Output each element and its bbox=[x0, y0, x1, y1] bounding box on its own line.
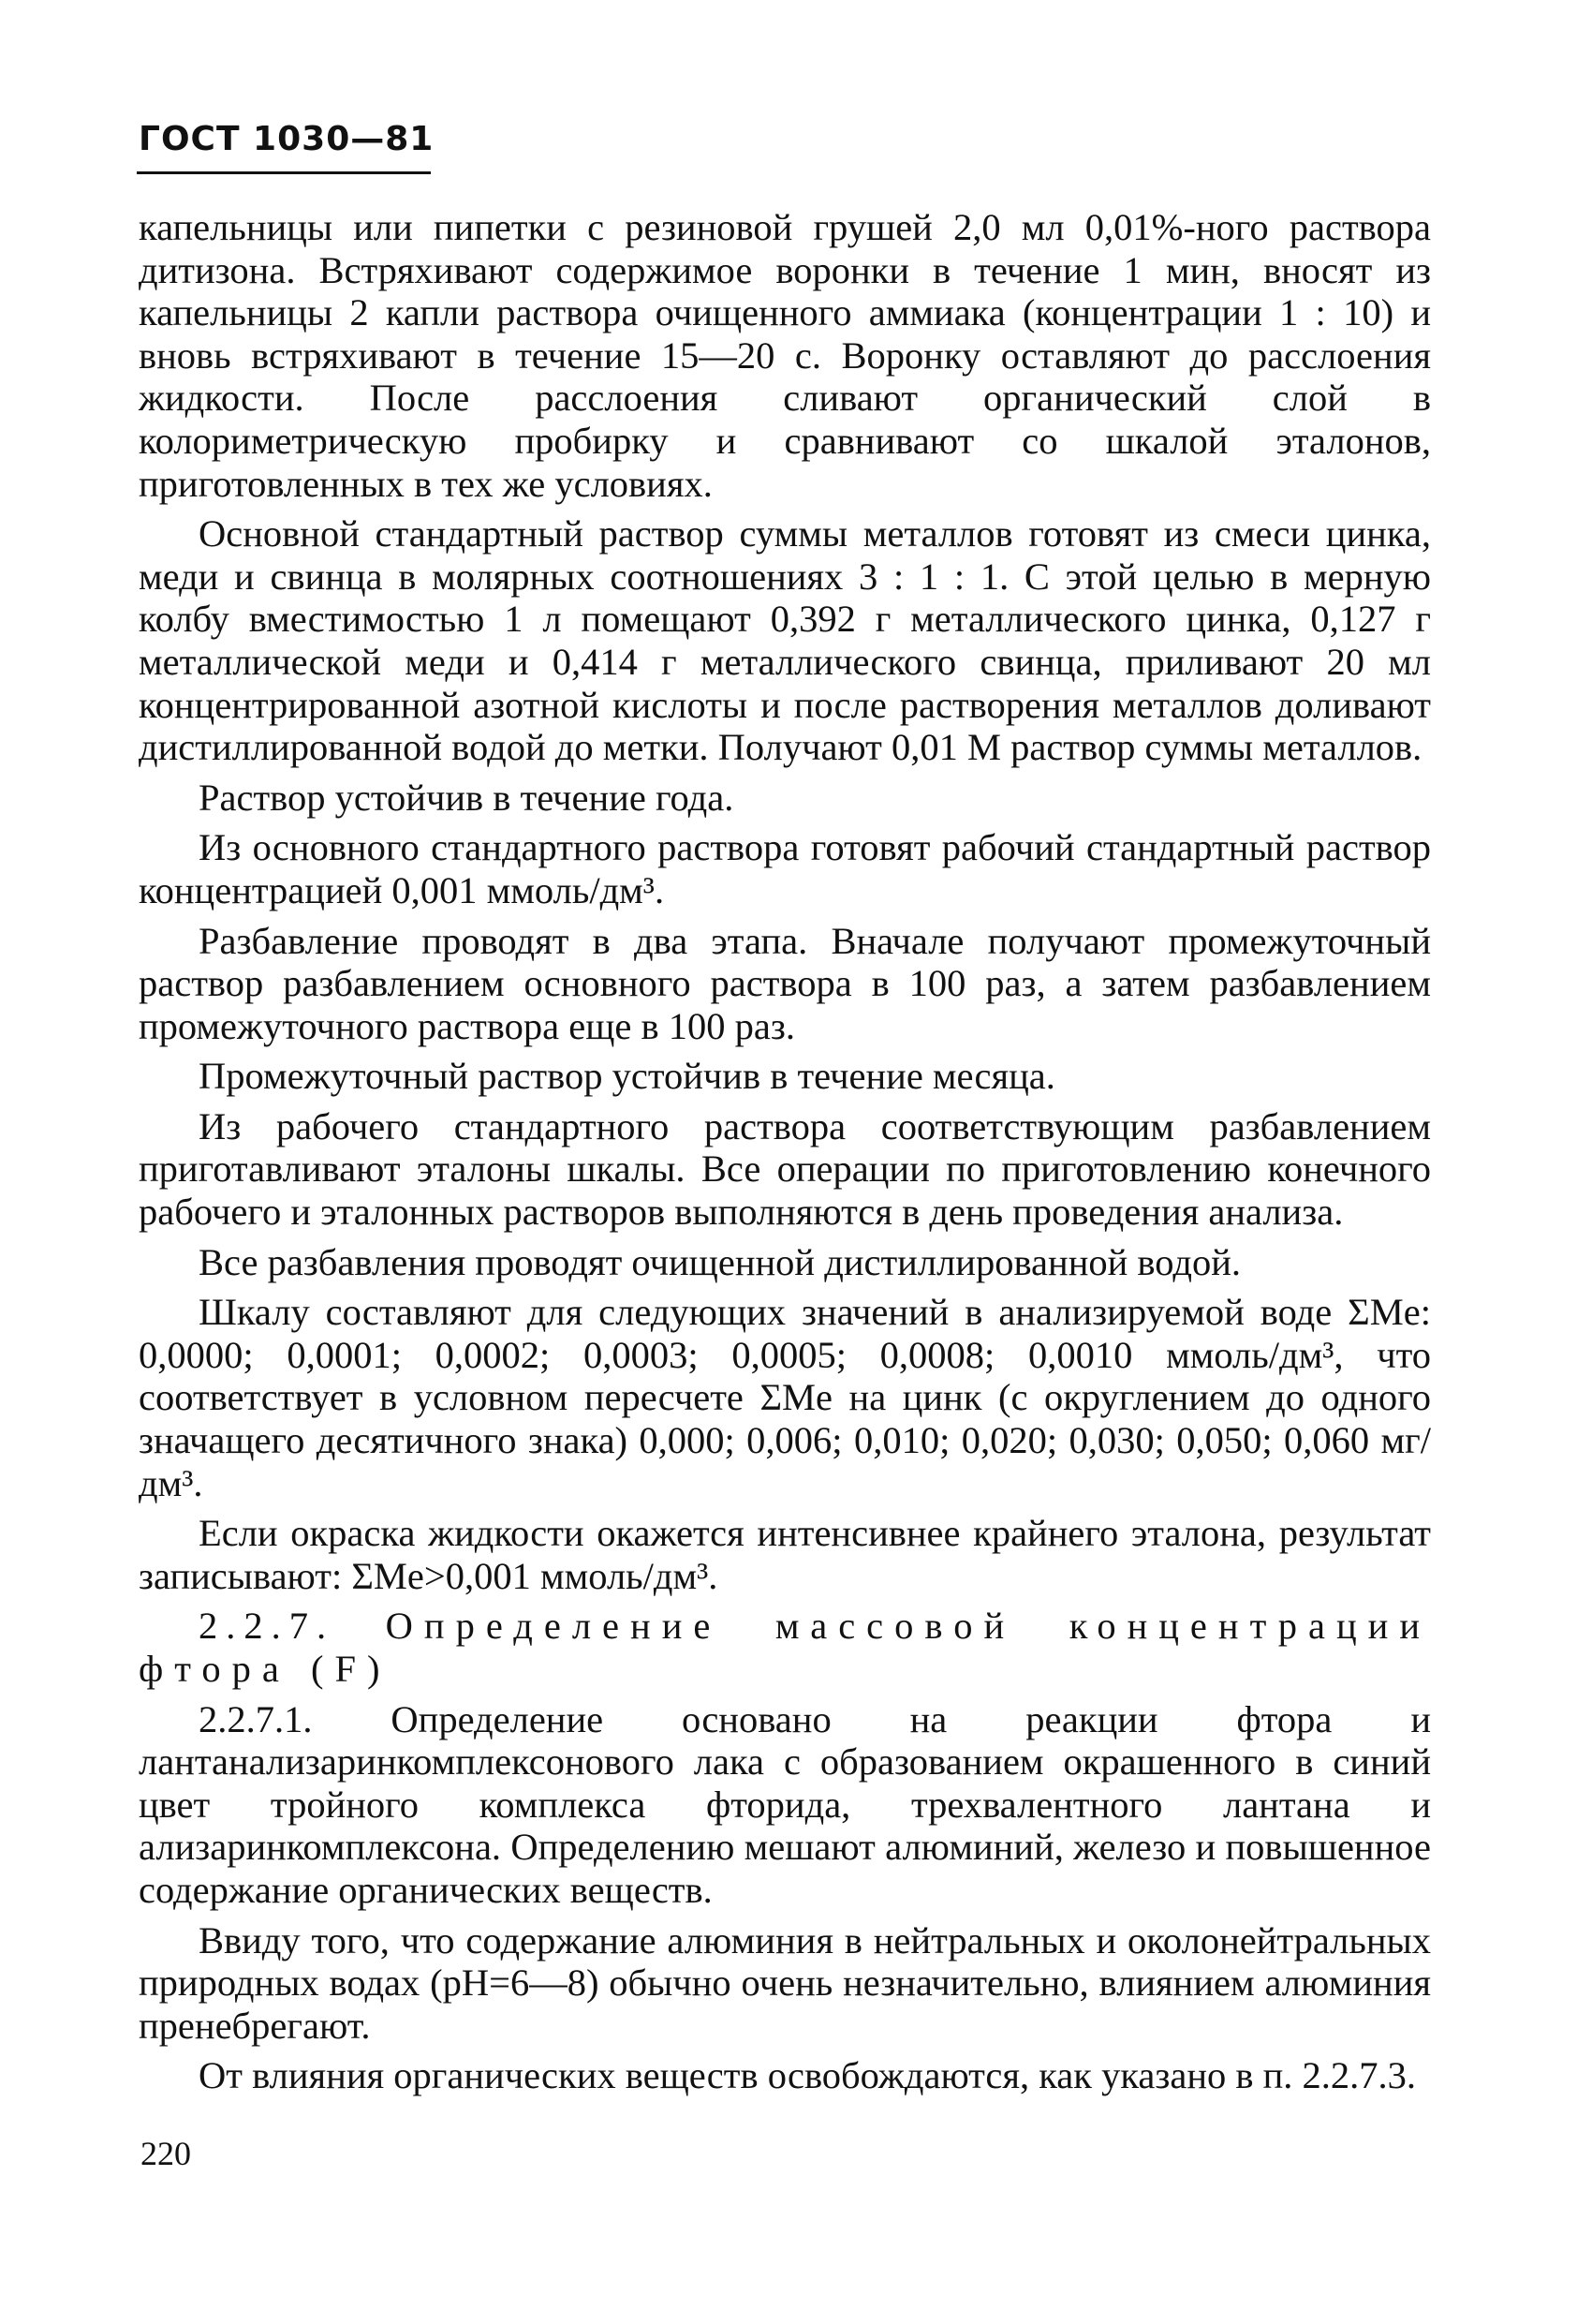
page-number: 220 bbox=[140, 2135, 191, 2172]
paragraph: Из рабочего стандартного раствора соответствующим разбавлением приготавливают эталоны шкалы. Все операции по приготовлению конечного рабочего и эталонных растворов выполняются в день проведения анализа. bbox=[139, 1104, 1431, 1234]
section-title: Определение массовой концентрации фтора (F) bbox=[139, 1605, 1432, 1690]
body-text bbox=[139, 206, 1431, 2105]
paragraph: капельницы или пипетки с резиновой грушей 2,0 мл 0,01%-ного раствора дитизона. Встряхивают содержимое воронки в течение 1 мин, вносят из капельницы 2 капли раствора очищенного аммиака (концентрации 1 : 10) и вновь встряхивают в течение 15—20 с. Воронку оставляют до расслоения жидкости. После расслоения сливают органический слой в колориметрическую пробирку и сравнивают со шкалой эталонов, приготовленных в тех же условиях. bbox=[139, 206, 1431, 505]
section-number: 2.2.7. bbox=[199, 1605, 335, 1648]
page-header: ГОСТ 1030—81 bbox=[139, 120, 435, 158]
paragraph: Основной стандартный раствор суммы металлов готовят из смеси цинка, меди и свинца в молярных соотношениях 3 : 1 : 1. С этой целью в мерную колбу вместимостью 1 л помещают 0,392 г металлического цинка, 0,127 г металлической меди и 0,414 г металлического свинца, приливают 20 мл концентрированной азотной кислоты и после растворения металлов доливают дистиллированной водой до метки. Получают 0,01 М раствор суммы металлов. bbox=[139, 512, 1431, 769]
paragraph: Промежуточный раствор устойчив в течение месяца. bbox=[199, 1055, 1055, 1098]
paragraph: 2.2.7.1. Определение основано на реакции фтора и лантанализаринкомплексонового лака с образованием окрашенного в синий цвет тройного комплекса фторида, трехвалентного лантана и ализаринкомплексона. Определению мешают алюминий, железо и повышенное содержание органических веществ. bbox=[139, 1697, 1431, 1911]
paragraph: Разбавление проводят в два этапа. Вначале получают промежуточный раствор разбавлением основного раствора в 100 раз, а затем разбавлением промежуточного раствора еще в 100 раз. bbox=[139, 919, 1431, 1047]
section-heading bbox=[139, 1605, 1431, 1690]
paragraph: Все разбавления проводят очищенной дистиллированной водой. bbox=[199, 1240, 1241, 1283]
paragraph: Раствор устойчив в течение года. bbox=[199, 776, 734, 819]
paragraph: Ввиду того, что содержание алюминия в нейтральных и околонейтральных природных водах (pH=6—8) обычно очень незначительно, влиянием алюминия пренебрегают. bbox=[139, 1918, 1431, 2047]
paragraph: Из основного стандартного раствора готовят рабочий стандартный раствор концентрацией 0,001 ммоль/дм³. bbox=[139, 826, 1431, 911]
paragraph: Если окраска жидкости окажется интенсивнее крайнего эталона, результат записывают: ΣMe>0,001 ммоль/дм³. bbox=[139, 1512, 1431, 1597]
header-rule bbox=[137, 171, 431, 174]
paragraph: От влияния органических веществ освобождаются, как указано в п. 2.2.7.3. bbox=[199, 2054, 1417, 2097]
paragraph: Шкалу составляют для следующих значений в анализируемой воде ΣMe: 0,0000; 0,0001; 0,0002; 0,0003; 0,0005; 0,0008; 0,0010 ммоль/дм³, что соответствует в условном пересчете ΣMe на цинк (с округлением до одного значащего десятичного знака) 0,000; 0,006; 0,010; 0,020; 0,030; 0,050; 0,060 мг/дм³. bbox=[139, 1291, 1431, 1504]
